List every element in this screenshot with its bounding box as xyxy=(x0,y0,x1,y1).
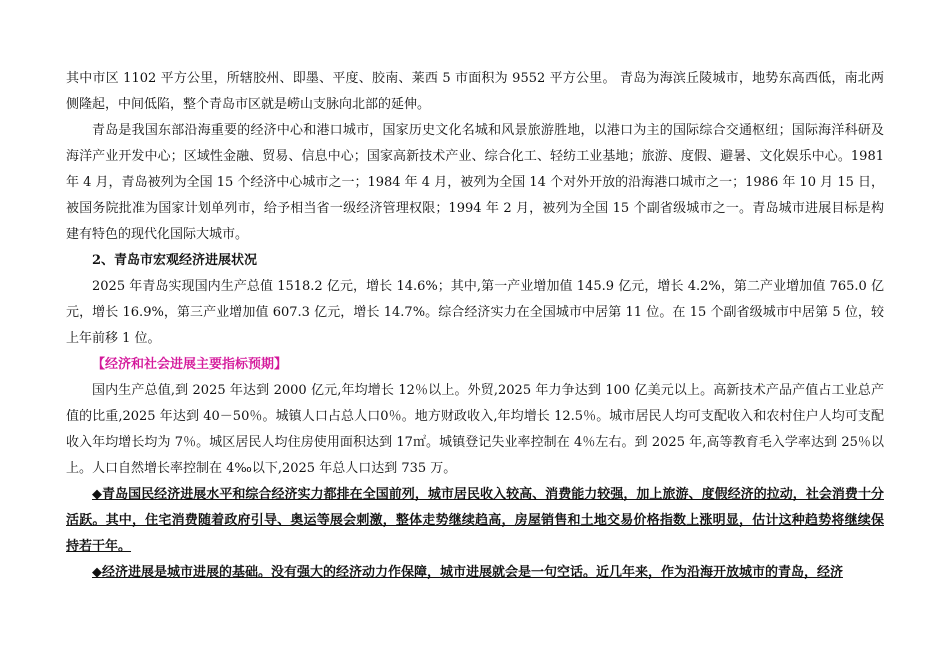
paragraph-development: ◆经济进展是城市进展的基础。没有强大的经济动力作保障，城市进展就会是一句空话。近几年来，作为沿海开放城市的青岛，经济 xyxy=(92,565,843,580)
paragraph-indicators: 国内生产总值,到 2025 年达到 2000 亿元,年均增长 12％以上。外贸,2025 年力争达到 100 亿美元以上。高新技术产品产值占工业总产值的比重,2025 年达到 40－50％。城镇人口占总人口0％。地方财政收入,年均增长 12.5％。城市居民人均可支配收入和农村住户人均可支配收入年均增长均为 7％。城区居民人均住房使用面积达到 17㎡。城镇登记失业率控制在 4％左右。到 2025 年,高等教育毛入学率达到 25％以上。人口自然增长率控制在 4‰以下,2025 年总人口达到 735 万。 xyxy=(66,383,884,476)
paragraph-gdp: 2025 年青岛实现国内生产总值 1518.2 亿元，增长 14.6%；其中,第一产业增加值 145.9 亿元，增长 4.2%，第二产业增加值 765.0 亿元，增长 16.9%，第三产业增加值 607.3 亿元，增长 14.7%。综合经济实力在全国城市中居第 11 位。在 15 个副省级城市中居第 5 位，较上年前移 1 位。 xyxy=(66,279,884,346)
paragraph-city-profile: 青岛是我国东部沿海重要的经济中心和港口城市，国家历史文化名城和风景旅游胜地，以港口为主的国际综合交通枢纽；国际海洋科研及海洋产业开发中心；区域性金融、贸易、信息中心；国家高新技术产业、综合化工、轻纺工业基地；旅游、度假、避暑、文化娱乐中心。1981 年 4 月，青岛被列为全国 15 个经济中心城市之一；1984 年 4 月，被列为全国 14 个对外开放的沿海港口城市之一；1986 年 10 月 15 日，被国务院批准为国家计划单列市，给予相当省一级经济管理权限；1994 年 2 月，被列为全国 15 个副省级城市之一。青岛城市进展目标是构建有特色的现代化国际大城市。 xyxy=(66,123,884,242)
pink-heading: 【经济和社会进展主要指标预期】 xyxy=(92,357,288,372)
section-heading: 2、青岛市宏观经济进展状况 xyxy=(92,253,258,268)
paragraph-consumption: ◆青岛国民经济进展水平和综合经济实力都排在全国前列，城市居民收入较高、消费能力较强，加上旅游、度假经济的拉动，社会消费十分活跃。其中，住宅消费随着政府引导、奥运等展会刺激，整体走势继续趋高，房屋销售和土地交易价格指数上涨明显，估计这种趋势将继续保持若干年。 xyxy=(66,487,884,554)
paragraph-geography: 其中市区 1102 平方公里，所辖胶州、即墨、平度、胶南、莱西 5 市面积为 9552 平方公里。 青岛为海滨丘陵城市，地势东高西低，南北两侧隆起，中间低陷，整个青岛市区就是崂山支脉向北部的延伸。 xyxy=(66,71,884,112)
